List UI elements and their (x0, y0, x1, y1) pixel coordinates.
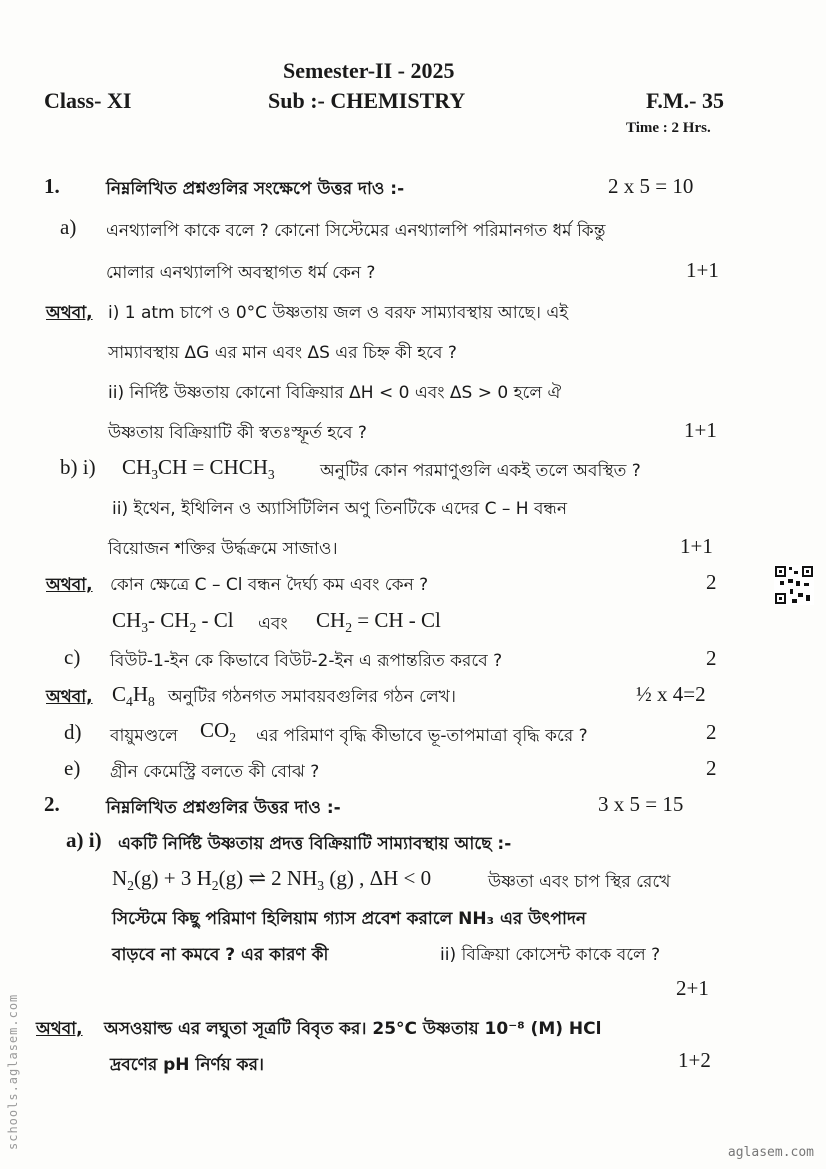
q1a-line2: মোলার এনথ্যালপি অবস্থাগত ধর্ম কেন ? (106, 263, 376, 283)
q1a-label: a) (60, 215, 77, 239)
q2a-label: a) i) (66, 828, 102, 852)
q1a-or-i-line1: i) 1 atm চাপে ও 0°C উষ্ণতায় জল ও বরফ সাম্যাবস্থায় আছে। এই (108, 303, 569, 323)
q2a-or-marks: 1+2 (678, 1048, 711, 1072)
class-label: Class- XI (44, 88, 132, 113)
q1b-or-formula-1: $CH_3-$ $CH_2$ - Cl (112, 608, 234, 636)
q1-marks: 2 x 5 = 10 (608, 174, 694, 198)
q1a-or-marks: 1+1 (684, 418, 717, 442)
side-watermark: schools.aglasem.com (6, 993, 20, 1150)
q1c-or-label: অথবা, (46, 687, 93, 707)
q1c-text: বিউট-1-ইন কে কিভাবে বিউট-2-ইন এ রূপান্তরিত করবে ? (110, 651, 503, 671)
q2-instruction: নিম্নলিখিত প্রশ্নগুলির উত্তর দাও :- (106, 798, 341, 818)
q1b-or-formula-2: $CH_2$ = CH - Cl (316, 608, 441, 636)
time-label: Time : 2 Hrs. (626, 120, 711, 136)
q1b-or-marks: 2 (706, 570, 717, 594)
q1b-or-and: এবং (258, 614, 288, 634)
q1b-ii-line2: বিয়োজন শক্তির উর্দ্ধক্রমে সাজাও। (108, 539, 338, 559)
q2a-line1: একটি নির্দিষ্ট উষ্ণতায় প্রদত্ত বিক্রিয়াটি সাম্যাবস্থায় আছে :- (118, 834, 512, 854)
q1e-marks: 2 (706, 756, 717, 780)
q1d-label: d) (64, 720, 82, 744)
q1a-or-ii-line2: উষ্ণতায় বিক্রিয়াটি কী স্বতঃস্ফূর্ত হবে ? (108, 423, 367, 443)
q1c-or-marks: ½ x 4=2 (636, 682, 706, 706)
q1c-or-text: অনুটির গঠনগত সমাবয়বগুলির গঠন লেখ। (168, 687, 456, 707)
q1a-or-ii-line1: ii) নির্দিষ্ট উষ্ণতায় কোনো বিক্রিয়ার ΔH < 0 এবং ΔS > 0 হলে ঐ (108, 383, 562, 403)
q2-number: 2. (44, 792, 60, 816)
q1d-marks: 2 (706, 720, 717, 744)
q1a-or-label: অথবা, (46, 303, 93, 323)
q1e-text: গ্রীন কেমেস্ট্রি বলতে কী বোঝ ? (110, 762, 320, 782)
q1b-marks: 1+1 (680, 534, 713, 558)
q1b-i-text: অনুটির কোন পরমাণুগুলি একই তলে অবস্থিত ? (320, 461, 641, 481)
qr-code-icon (774, 565, 814, 605)
q1b-or-label: অথবা, (46, 575, 93, 595)
q2a-or-line1: অসওয়াল্ড এর লঘুতা সূত্রটি বিবৃত কর। 25°C উষ্ণতায় 10⁻⁸ (M) HCl (104, 1019, 602, 1039)
q1b-formula: $CH_3CH$ = $CHCH_3$ (122, 455, 275, 483)
q1d-text-post: এর পরিমাণ বৃদ্ধি কীভাবে ভূ-তাপমাত্রা বৃদ্ধি করে ? (256, 726, 588, 746)
q2-marks: 3 x 5 = 15 (598, 792, 684, 816)
q2a-or-line2: দ্রবণের pH নির্ণয় কর। (110, 1055, 264, 1075)
q1c-or-formula: $C_4H_8$ (112, 682, 155, 710)
q1b-label: b) i) (60, 455, 96, 479)
q1b-or-text: কোন ক্ষেত্রে C – Cl বন্ধন দৈর্ঘ্য কম এবং কেন ? (110, 575, 429, 595)
q1d-text-pre: বায়ুমণ্ডলে (110, 726, 178, 746)
semester-title: Semester-II - 2025 (283, 58, 455, 83)
q1-instruction: নিম্নলিখিত প্রশ্নগুলির সংক্ষেপে উত্তর দাও :- (106, 179, 405, 199)
q1a-marks: 1+1 (686, 258, 719, 282)
subject-label: Sub :- CHEMISTRY (268, 88, 466, 113)
q1c-marks: 2 (706, 646, 717, 670)
q1e-label: e) (64, 756, 81, 780)
q2a-ii: ii) বিক্রিয়া কোসেন্ট কাকে বলে ? (440, 945, 661, 965)
q2a-line2-post: উষ্ণতা এবং চাপ স্থির রেখে (488, 872, 671, 892)
q1-number: 1. (44, 174, 60, 198)
q1a-line1: এনথ্যালপি কাকে বলে ? কোনো সিস্টেমের এনথ্যালপি পরিমানগত ধর্ম কিন্তু (106, 221, 606, 241)
q2a-line4: বাড়বে না কমবে ? এর কারণ কী (112, 945, 329, 965)
q1a-or-i-line2: সাম্যাবস্থায় ΔG এর মান এবং ΔS এর চিহ্ন কী হবে ? (108, 343, 457, 363)
q1c-label: c) (64, 645, 81, 669)
q2a-equation: $N_2(g) + 3$ $H_2(g)$ ⇌ 2 $NH_3$ (g) , ΔH < 0 (112, 866, 432, 894)
q2a-marks: 2+1 (676, 976, 709, 1000)
q1d-formula: $CO_2$ (200, 718, 237, 746)
q2a-or-label: অথবা, (36, 1019, 83, 1039)
q1b-ii-line1: ii) ইথেন, ইথিলিন ও অ্যাসিটিলিন অণু তিনটিকে এদের C – H বন্ধন (112, 499, 568, 519)
q2a-line3: সিস্টেমে কিছু পরিমাণ হিলিয়াম গ্যাস প্রবেশ করালে NH₃ এর উৎপাদন (112, 909, 587, 929)
full-marks: F.M.- 35 (646, 88, 725, 113)
bottom-watermark: aglasem.com (727, 1145, 814, 1160)
